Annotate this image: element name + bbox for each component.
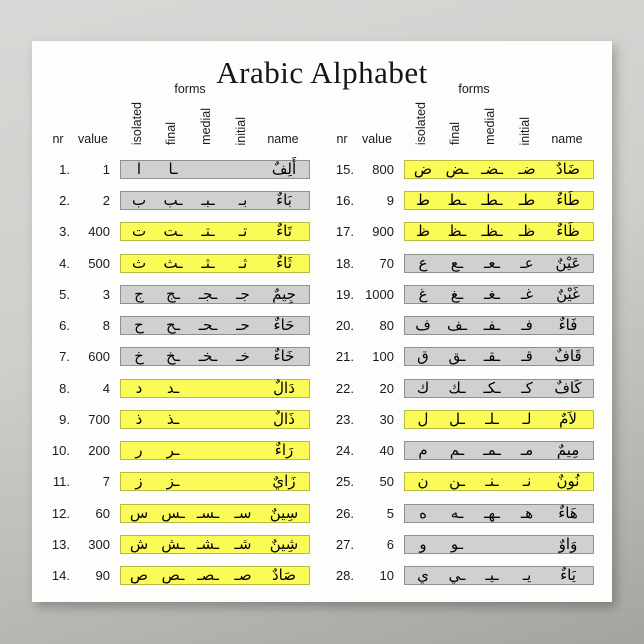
numeric-value: 7 [102,474,110,490]
form-final: ـض [445,160,469,178]
letter-name-arabic: غَيْنٌ [556,284,580,303]
row-number: 20. [335,318,354,334]
form-isolated: ه [419,503,427,522]
table-left [32,41,322,602]
alphabet-row-alif [32,160,322,179]
numeric-value: 4 [102,380,110,396]
form-medial: ـشـ [196,534,220,553]
alphabet-row-tha [32,254,322,273]
form-initial: هـ [520,503,534,522]
moon-letter-bar [120,285,310,304]
moon-letter-bar [404,316,594,335]
sun-letter-bar [120,254,310,273]
letter-name-arabic: ظَاءٌ [556,222,580,241]
form-initial: نـ [522,472,532,491]
column-header-medial: medial [199,108,213,145]
row-number: 11. [52,474,70,490]
letter-name-arabic: فَاءٌ [558,316,578,335]
letter-name-arabic: وَاوٌ [558,534,578,553]
alphabet-row-ba [32,191,322,210]
form-initial: حـ [236,316,250,335]
numeric-value: 700 [88,411,110,427]
form-isolated: ش [129,534,149,553]
form-final: ـظ [447,222,467,241]
row-number: 26. [335,505,354,521]
form-medial: ـتـ [201,222,215,241]
form-isolated: ر [135,441,143,460]
numeric-value: 300 [88,536,110,552]
forms-group-label: forms [458,82,490,96]
letter-name-arabic: ذَالٌ [273,409,295,428]
form-final: ـف [447,316,467,335]
moon-letter-bar [404,285,594,304]
column-header-initial: initial [234,116,248,145]
letter-name-arabic: جِيمٌ [272,284,296,303]
form-final: ـق [448,347,466,366]
letter-name-arabic: زَايٌ [272,472,296,491]
letter-name-arabic: عَيْنٌ [555,253,581,272]
form-isolated: س [129,503,149,522]
form-final: ـس [161,503,185,522]
column-header-value: value [78,132,108,146]
numeric-value: 40 [379,443,394,459]
form-final: ـه [450,503,464,522]
form-initial: طـ [518,191,536,210]
numeric-value: 2 [102,193,110,209]
form-medial: ـفـ [483,316,501,335]
row-number: 24. [335,443,354,459]
column-header-final: final [448,122,462,145]
alphabet-row-ghayn [316,285,606,304]
form-isolated: ت [131,222,147,241]
form-initial: خـ [236,347,250,366]
row-number: 22. [335,380,354,396]
alphabet-row-jim [32,285,322,304]
form-medial: ـكـ [483,378,501,397]
form-final: ـش [161,534,185,553]
moon-letter-bar [120,191,310,210]
form-isolated: غ [418,284,428,303]
row-number: 27. [335,536,354,552]
numeric-value: 90 [95,567,110,583]
letter-name-arabic: هَاءٌ [558,503,578,522]
alphabet-row-taa [316,191,606,210]
form-final: ـغ [450,284,464,303]
row-number: 7. [59,349,70,365]
form-medial: ـطـ [481,191,503,210]
form-final: ـج [165,284,181,303]
form-medial: ـهـ [484,503,500,522]
form-initial: ظـ [518,222,536,241]
form-final: ـط [447,191,467,210]
form-isolated: ع [418,253,428,272]
numeric-value: 8 [102,318,110,334]
letter-name-arabic: سِينٌ [269,503,299,522]
alphabet-row-kaf [316,379,606,398]
row-number: 13. [51,536,70,552]
numeric-value: 600 [88,349,110,365]
row-number: 4. [59,255,70,271]
sun-letter-bar [120,222,310,241]
moon-letter-bar [404,504,594,523]
letter-name-arabic: بَاءٌ [276,191,292,210]
sun-letter-bar [120,379,310,398]
letter-name-arabic: لاَمٌ [559,409,577,428]
column-header-value: value [362,132,392,146]
alphabet-row-lam [316,410,606,429]
alphabet-poster [32,41,612,602]
form-final: ـم [449,441,465,460]
form-medial: ـضـ [481,160,503,178]
column-header-isolated: isolated [130,101,144,145]
form-final: ـن [449,472,465,491]
column-header-nr: nr [336,132,348,146]
form-initial: سـ [234,503,252,522]
moon-letter-bar [404,535,594,554]
letter-name-arabic: ضَادٌ [556,160,580,178]
letter-name-arabic: ثَاءٌ [276,253,292,272]
numeric-value: 70 [379,255,394,271]
form-medial: ـصـ [197,565,219,584]
form-medial: ـلـ [485,409,499,428]
form-medial: ـخـ [198,347,218,366]
form-medial: ـعـ [483,253,501,272]
row-number: 17. [335,224,354,240]
sun-letter-bar [120,535,310,554]
alphabet-row-dhal [32,410,322,429]
alphabet-row-zaa [316,222,606,241]
form-initial: صـ [234,565,252,584]
moon-letter-bar [404,566,594,585]
alphabet-row-ha [316,504,606,523]
sun-letter-bar [404,410,594,429]
form-initial: مـ [520,441,534,460]
column-header-name: name [551,132,583,146]
letter-name-arabic: أَلِفٌ [271,160,297,178]
letter-name-arabic: رَاءٌ [274,441,294,460]
numeric-value: 6 [386,536,394,552]
alphabet-row-sad [32,566,322,585]
column-header-initial: initial [518,116,532,145]
form-isolated: ي [417,565,429,584]
form-isolated: ز [135,472,143,491]
column-header-isolated: isolated [414,101,428,145]
letter-name-arabic: كَافٌ [554,378,582,397]
form-final: ـي [448,565,466,584]
row-number: 6. [59,318,70,334]
alphabet-row-sin [32,504,322,523]
row-number: 10. [51,443,70,459]
form-medial: ـسـ [196,503,220,522]
row-number: 9. [59,411,70,427]
alphabet-row-ayn [316,254,606,273]
form-initial: ثـ [238,253,248,272]
numeric-value: 1000 [365,286,394,302]
form-final: ـع [450,253,464,272]
form-initial: تـ [238,222,248,241]
moon-letter-bar [120,316,310,335]
alphabet-row-ta [32,222,322,241]
row-number: 3. [59,224,70,240]
form-final: ـد [166,378,180,397]
numeric-value: 400 [88,224,110,240]
numeric-value: 50 [379,474,394,490]
form-medial: ـجـ [198,284,218,303]
form-initial: يـ [522,565,532,584]
letter-name-arabic: حَاءٌ [273,316,295,335]
sun-letter-bar [120,566,310,585]
form-isolated: ن [417,472,429,491]
letter-name-arabic: دَالٌ [273,378,295,397]
column-header-nr: nr [52,132,64,146]
forms-group-label: forms [174,82,206,96]
row-number: 15. [335,162,354,177]
letter-name-arabic: شِينٌ [269,534,299,553]
form-medial: ـمـ [483,441,501,460]
form-final: ـث [163,253,183,272]
row-number: 16. [335,193,354,209]
moon-letter-bar [404,379,594,398]
sun-letter-bar [120,410,310,429]
form-medial: ـقـ [483,347,501,366]
form-isolated: ق [417,347,429,366]
row-number: 21. [335,349,354,365]
numeric-value: 5 [386,505,394,521]
form-initial: بـ [238,191,248,210]
letter-name-arabic: خَاءٌ [273,347,295,366]
form-medial: ـنـ [485,472,499,491]
sun-letter-bar [404,191,594,210]
form-initial: شـ [234,534,252,553]
numeric-value: 80 [379,318,394,334]
form-initial: ضـ [518,160,536,178]
form-initial: جـ [236,284,250,303]
form-isolated: د [135,378,143,397]
form-medial: ـبـ [201,191,215,210]
moon-letter-bar [404,347,594,366]
sun-letter-bar [120,441,310,460]
form-isolated: ا [136,160,142,178]
numeric-value: 1 [102,162,110,177]
alphabet-row-hha [32,316,322,335]
form-final: ـل [449,409,465,428]
row-number: 23. [335,411,354,427]
form-isolated: ذ [135,409,143,428]
numeric-value: 10 [379,567,394,583]
row-number: 1. [59,162,70,177]
numeric-value: 9 [386,193,394,209]
moon-letter-bar [120,160,310,179]
form-final: ـو [450,534,464,553]
sun-letter-bar [404,222,594,241]
column-header-medial: medial [483,108,497,145]
alphabet-row-waw [316,535,606,554]
letter-name-arabic: قَافٌ [554,347,582,366]
row-number: 2. [59,193,70,209]
form-isolated: ط [416,191,430,210]
form-final: ـذ [166,409,180,428]
form-medial: ـحـ [198,316,218,335]
form-final: ـب [163,191,183,210]
row-number: 8. [59,380,70,396]
form-isolated: ظ [416,222,430,241]
row-number: 28. [335,567,354,583]
numeric-value: 100 [372,349,394,365]
alphabet-row-kha [32,347,322,366]
form-isolated: ض [413,160,433,178]
alphabet-row-ra [32,441,322,460]
form-isolated: و [419,534,427,553]
alphabet-row-qaf [316,347,606,366]
form-medial: ـثـ [201,253,215,272]
form-final: ـك [448,378,466,397]
letter-name-arabic: تَاءٌ [276,222,292,241]
row-number: 14. [51,567,70,583]
letter-name-arabic: مِيمٌ [556,441,580,460]
sun-letter-bar [120,472,310,491]
form-initial: فـ [521,316,533,335]
moon-letter-bar [404,441,594,460]
form-initial: عـ [520,253,534,272]
form-initial: كـ [521,378,533,397]
numeric-value: 20 [379,380,394,396]
form-isolated: ل [417,409,429,428]
letter-name-arabic: نُونٌ [556,472,580,491]
form-medial: ـظـ [481,222,503,241]
form-final: ـا [168,160,178,178]
form-final: ـت [163,222,183,241]
form-isolated: ح [134,316,144,335]
row-number: 12. [51,505,70,521]
letter-name-arabic: طَاءٌ [556,191,580,210]
moon-letter-bar [404,254,594,273]
alphabet-row-dal [32,379,322,398]
numeric-value: 3 [102,286,110,302]
form-initial: لـ [522,409,532,428]
form-final: ـز [166,472,180,491]
row-number: 25. [335,474,354,490]
numeric-value: 30 [379,411,394,427]
form-isolated: ك [416,378,430,397]
column-header-name: name [267,132,299,146]
letter-name-arabic: يَاءٌ [560,565,576,584]
form-final: ـخ [165,347,181,366]
form-isolated: ص [129,565,149,584]
alphabet-row-ya [316,566,606,585]
row-number: 19. [335,286,354,302]
form-medial: ـغـ [483,284,501,303]
numeric-value: 60 [95,505,110,521]
alphabet-row-mim [316,441,606,460]
form-initial: قـ [521,347,533,366]
form-isolated: ث [131,253,147,272]
table-right [316,41,606,602]
numeric-value: 200 [88,443,110,459]
poster-title: Arabic Alphabet [216,55,428,90]
numeric-value: 800 [372,162,394,177]
alphabet-row-shin [32,535,322,554]
form-final: ـص [161,565,185,584]
form-medial: ـيـ [485,565,499,584]
letter-name-arabic: صَادٌ [272,565,296,584]
form-isolated: ب [131,191,147,210]
form-final: ـح [165,316,181,335]
sun-letter-bar [404,472,594,491]
sun-letter-bar [120,504,310,523]
numeric-value: 500 [88,255,110,271]
moon-letter-bar [120,347,310,366]
form-isolated: خ [134,347,144,366]
form-isolated: ف [415,316,431,335]
numeric-value: 900 [372,224,394,240]
column-header-final: final [164,122,178,145]
alphabet-row-zay [32,472,322,491]
form-final: ـر [166,441,180,460]
row-number: 18. [335,255,354,271]
sun-letter-bar [404,160,594,179]
alphabet-row-fa [316,316,606,335]
row-number: 5. [59,286,70,302]
alphabet-row-nun [316,472,606,491]
form-initial: غـ [520,284,534,303]
alphabet-row-dad [316,160,606,179]
form-isolated: م [418,441,428,460]
form-isolated: ج [134,284,144,303]
